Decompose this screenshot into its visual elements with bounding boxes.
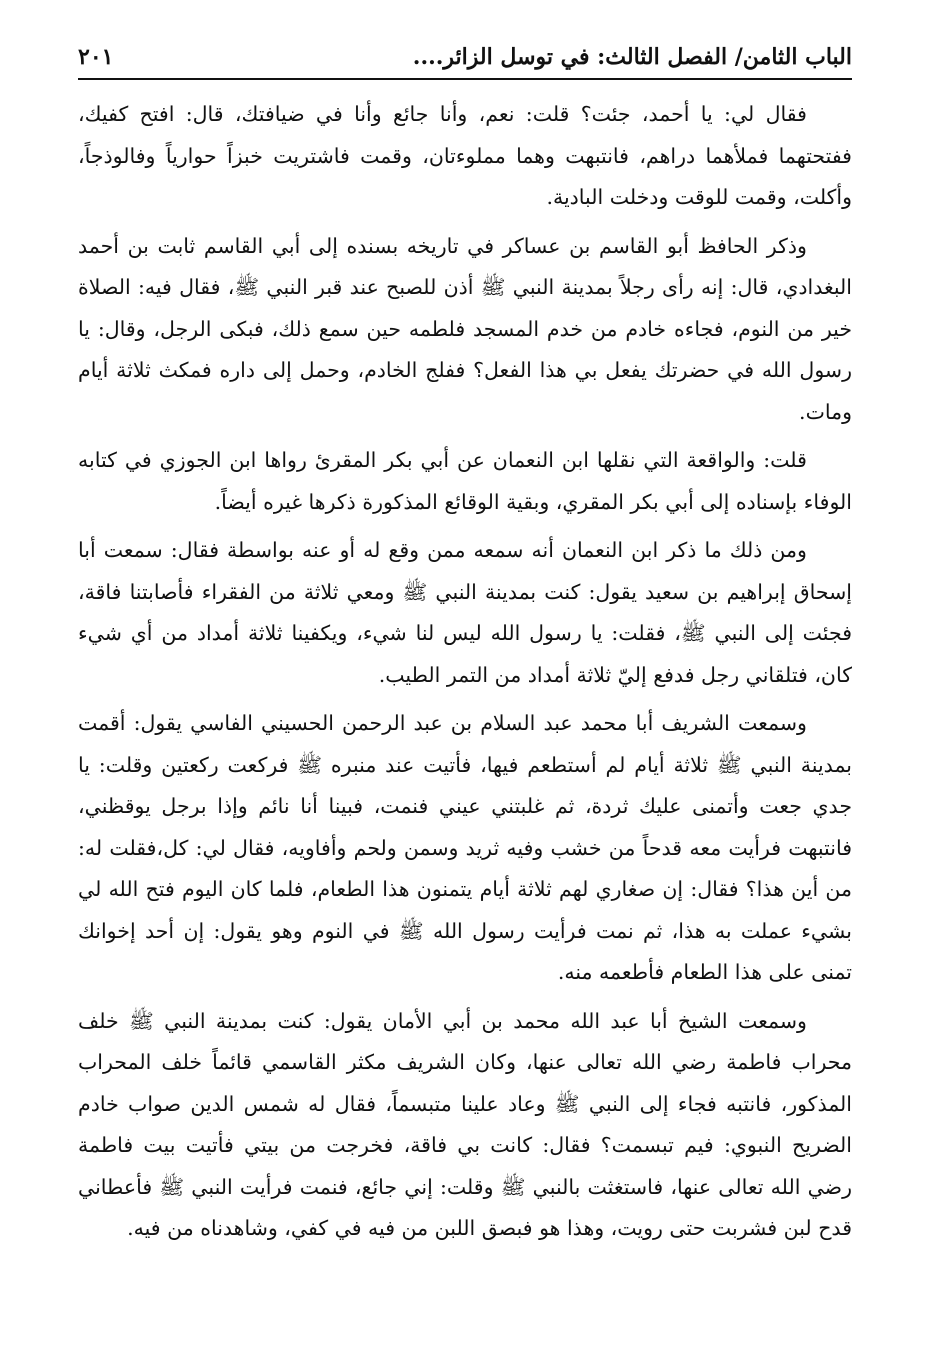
paragraph: وسمعت الشيخ أبا عبد الله محمد بن أبي الأمان يقول: كنت بمدينة النبي ﷺ خلف محراب فاطمة رضي الله تعالى عنها، وكان الشريف مكثر القاسمي قائماً خلف المحراب المذكور، فانتبه فجاء إلى النبي ﷺ وعاد علينا متبسماً، فقال له شمس الدين صواب خادم الضريح النبوي: فيم تبسمت؟ فقال: كانت بي فاقة، فخرجت من بيتي فأتيت بيت فاطمة رضي الله تعالى عنها، فاستغثت بالنبي ﷺ وقلت: إني جائع، فنمت فرأيت النبي ﷺ فأعطاني قدح لبن فشربت حتى رويت، وهذا هو فبصق اللبن من فيه في كفي، وشاهدناه من فيه. bbox=[78, 1008, 852, 1240]
running-header bbox=[78, 38, 852, 80]
paragraph: وسمعت الشريف أبا محمد عبد السلام بن عبد الرحمن الحسيني الفاسي يقول: أقمت بمدينة النبي ﷺ ثلاثة أيام لم أستطعم فيها، فأتيت عند منبره ﷺ فركعت ركعتين وقلت: يا جدي جعت وأتمنى عليك ثردة، ثم غلبتني عيني فنمت، فبينا أنا نائم وإذا برجل يوقظني، فانتبهت فرأيت معه قدحاً من خشب وفيه ثريد وسمن ولحم وأفاويه، فقال لي: كل،فقلت له: من أين هذا؟ فقال: إن صغاري لهم ثلاثة أيام يتمنون هذا الطعام، فلما كان اليوم فتح الله لي بشيء عملت به هذا، ثم نمت فرأيت رسول الله ﷺ في النوم وهو يقول: إن أحد إخوانك تمنى على هذا الطعام فأطعمه منه. bbox=[78, 711, 852, 984]
chapter-title: الباب الثامن/ الفصل الثالث: في توسل الزائر.... bbox=[412, 44, 852, 70]
page-body bbox=[78, 94, 852, 1250]
paragraph: ومن ذلك ما ذكر ابن النعمان أنه سمعه ممن وقع له أو عنه بواسطة فقال: سمعت أبا إسحاق إبراهيم بن سعيد يقول: كنت بمدينة النبي ﷺ ومعي ثلاثة من الفقراء فأصابتنا فاقة، فجئت إلى النبي ﷺ، فقلت: يا رسول الله ليس لنا شيء، ويكفينا ثلاثة أمداد من أي شيء كان، فتلقاني رجل فدفع إليّ ثلاثة أمداد من التمر الطيب. bbox=[78, 538, 852, 687]
page-number: ٢٠١ bbox=[78, 44, 114, 70]
paragraph: فقال لي: يا أحمد، جئت؟ قلت: نعم، وأنا جائع وأنا في ضيافتك، قال: افتح كفيك، ففتحتهما فملأهما دراهم، فانتبهت وهما مملوءتان، وقمت فاشتريت خبزاً حوارياً وفالوذجاً، وأكلت، وقمت للوقت ودخلت البادية. bbox=[78, 102, 852, 209]
paragraph: وذكر الحافظ أبو القاسم بن عساكر في تاريخه بسنده إلى أبي القاسم ثابت بن أحمد البغدادي، قال: إنه رأى رجلاً بمدينة النبي ﷺ أذن للصبح عند قبر النبي ﷺ، فقال فيه: الصلاة خير من النوم، فجاءه خادم من خدم المسجد فلطمه حين سمع ذلك، فبكى الرجل، وقال: يا رسول الله في حضرتك يفعل بي هذا الفعل؟ ففلج الخادم، وحمل إلى داره فمكث ثلاثة أيام ومات. bbox=[78, 233, 852, 424]
paragraph: قلت: والواقعة التي نقلها ابن النعمان عن أبي بكر المقرئ رواها ابن الجوزي في كتابه الوفاء بإسناده إلى أبي بكر المقري، وبقية الوقائع المذكورة ذكرها غيره أيضاً. bbox=[78, 448, 852, 514]
